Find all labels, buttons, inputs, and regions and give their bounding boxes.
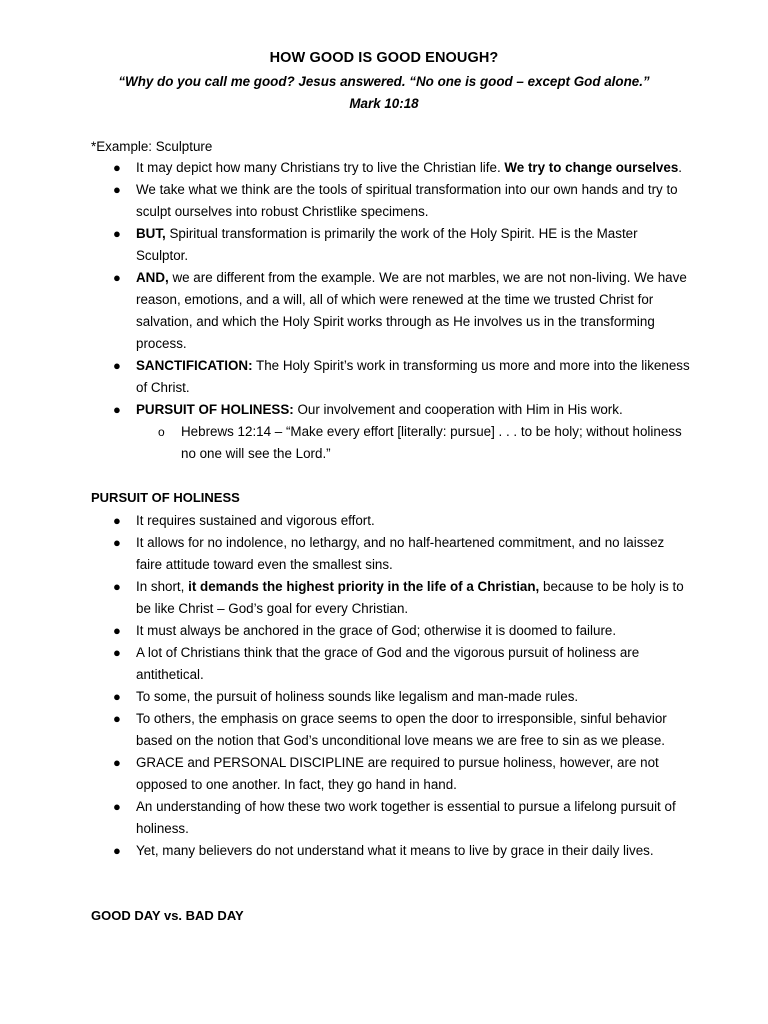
sub-bullet-list <box>136 421 691 465</box>
item-text: PURSUIT OF HOLINESS: Our involvement and cooperation with Him in His work. <box>136 402 623 417</box>
item-text: SANCTIFICATION: The Holy Spirit’s work in transforming us more and more into the likeness of Christ. <box>136 358 690 395</box>
section-heading-pursuit: PURSUIT OF HOLINESS <box>91 490 240 505</box>
holiness-bullet-list <box>91 510 691 862</box>
bullet-dot-icon: ● <box>113 623 121 638</box>
list-item <box>91 620 691 642</box>
bullet-dot-icon: ● <box>113 513 121 528</box>
list-item <box>91 642 691 686</box>
list-item <box>91 532 691 576</box>
list-item <box>91 576 691 620</box>
item-text: It must always be anchored in the grace of God; otherwise it is doomed to failure. <box>136 623 617 638</box>
example-intro: *Example: Sculpture <box>91 139 213 154</box>
item-text: A lot of Christians think that the grace of God and the vigorous pursuit of holiness are antithetical. <box>136 645 640 682</box>
item-text: GRACE and PERSONAL DISCIPLINE are required to pursue holiness, however, are not opposed to one another. In fact, they go hand in hand. <box>136 755 659 792</box>
bullet-dot-icon: ● <box>113 689 121 704</box>
bullet-dot-icon: ● <box>113 160 121 175</box>
list-item <box>91 752 691 796</box>
list-item <box>91 686 691 708</box>
scripture-quote: “Why do you call me good? Jesus answered. “No one is good – except God alone.” <box>118 74 650 89</box>
sculpture-bullet-list <box>91 157 691 465</box>
document-title: HOW GOOD IS GOOD ENOUGH? <box>269 50 499 66</box>
section-heading-good-day: GOOD DAY vs. BAD DAY <box>91 908 244 923</box>
bullet-dot-icon: ● <box>113 535 121 550</box>
list-item <box>91 510 691 532</box>
list-item <box>91 267 691 355</box>
sub-item-text: Hebrews 12:14 – “Make every effort [literally: pursue] . . . to be holy; without holiness no one will see the Lord.” <box>181 424 682 461</box>
bullet-dot-icon: ● <box>113 270 121 285</box>
item-text: An understanding of how these two work together is essential to pursue a lifelong pursuit of holiness. <box>136 799 676 836</box>
scripture-reference: Mark 10:18 <box>349 96 419 111</box>
item-text: It may depict how many Christians try to live the Christian life. We try to change ourselves. <box>136 160 683 175</box>
list-item <box>91 708 691 752</box>
item-text: Yet, many believers do not understand what it means to live by grace in their daily lives. <box>136 843 654 858</box>
list-item <box>91 796 691 840</box>
bullet-dot-icon: ● <box>113 755 121 770</box>
sub-list-item <box>136 421 691 465</box>
list-item <box>91 399 691 465</box>
item-text: To some, the pursuit of holiness sounds like legalism and man-made rules. <box>136 689 579 704</box>
list-item <box>91 355 691 399</box>
bullet-circle-icon: o <box>158 425 165 439</box>
item-text: In short, it demands the highest priority in the life of a Christian, because to be holy is to be like Christ – God’s goal for every Christian. <box>136 579 684 616</box>
bullet-dot-icon: ● <box>113 843 121 858</box>
item-text: It requires sustained and vigorous effort. <box>136 513 375 528</box>
list-item <box>91 840 691 862</box>
item-text: AND, we are different from the example. We are not marbles, we are not non-living. We have reason, emotions, and a will, all of which were renewed at the time we trusted Christ for salvation, and which the Holy Spirit works through as He involves us in the transforming process. <box>136 270 687 351</box>
item-text: BUT, Spiritual transformation is primarily the work of the Holy Spirit. HE is the Master Sculptor. <box>136 226 638 263</box>
bullet-dot-icon: ● <box>113 402 121 417</box>
item-text: It allows for no indolence, no lethargy, and no half-heartened commitment, and no laissez faire attitude toward even the smallest sins. <box>136 535 665 572</box>
list-item <box>91 179 691 223</box>
list-item <box>91 157 691 179</box>
bullet-dot-icon: ● <box>113 799 121 814</box>
bullet-dot-icon: ● <box>113 358 121 373</box>
list-item <box>91 223 691 267</box>
bullet-dot-icon: ● <box>113 645 121 660</box>
bullet-dot-icon: ● <box>113 226 121 241</box>
item-text: We take what we think are the tools of spiritual transformation into our own hands and try to sculpt ourselves into robust Christlike specimens. <box>136 182 678 219</box>
item-text: To others, the emphasis on grace seems to open the door to irresponsible, sinful behavior based on the notion that God’s unconditional love means we are free to sin as we please. <box>136 711 667 748</box>
bullet-dot-icon: ● <box>113 711 121 726</box>
bullet-dot-icon: ● <box>113 182 121 197</box>
bullet-dot-icon: ● <box>113 579 121 594</box>
